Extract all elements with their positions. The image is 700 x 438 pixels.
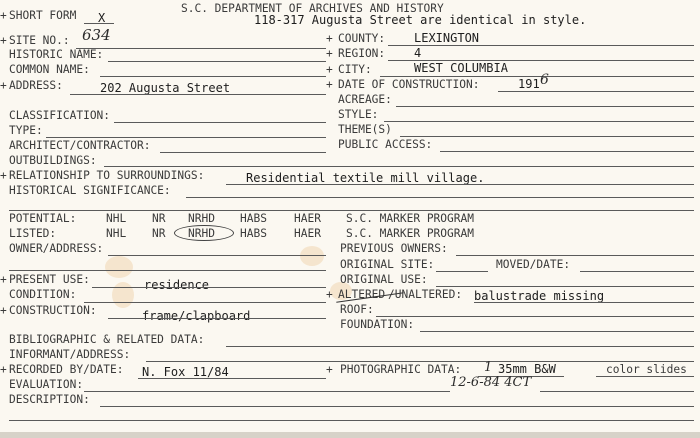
evaluation-line-right xyxy=(540,391,694,392)
bullet: + xyxy=(326,288,333,301)
region-label: REGION: xyxy=(338,47,386,60)
recorded-by-value: N. Fox 11/84 xyxy=(142,365,229,379)
bullet: + xyxy=(326,78,333,91)
listed-nr: NR xyxy=(152,227,166,240)
site-no-label: SITE NO.: xyxy=(9,34,70,47)
city-value: WEST COLUMBIA xyxy=(414,61,508,75)
marker-program-potential: S.C. MARKER PROGRAM xyxy=(346,212,474,225)
short-form-mark: X xyxy=(98,11,106,25)
original-site-label: ORIGINAL SITE: xyxy=(340,258,435,271)
evaluation-label: EVALUATION: xyxy=(9,378,84,391)
roof-line xyxy=(376,316,694,317)
bullet: + xyxy=(326,47,333,60)
potential-haer: HAER xyxy=(294,212,321,225)
previous-owners-label: PREVIOUS OWNERS: xyxy=(340,242,448,255)
potential-nr: NR xyxy=(152,212,166,225)
card-bottom-edge xyxy=(0,432,700,438)
bullet: + xyxy=(0,34,7,47)
roof-label: ROOF: xyxy=(340,303,374,316)
bullet: + xyxy=(326,32,333,45)
present-use-value: residence xyxy=(144,278,210,292)
date-construction-line xyxy=(498,91,694,92)
construction-label: CONSTRUCTION: xyxy=(9,304,97,317)
common-name-label: COMMON NAME: xyxy=(9,63,90,76)
owner-address-label: OWNER/ADDRESS: xyxy=(9,242,104,255)
outbuildings-label: OUTBUILDINGS: xyxy=(9,154,97,167)
historic-name-label: HISTORIC NAME: xyxy=(9,48,104,61)
date-construction-value: 191 xyxy=(518,77,540,91)
stain xyxy=(112,282,134,308)
recorded-by-line xyxy=(138,378,326,379)
bullet: + xyxy=(326,363,333,376)
style-line xyxy=(384,121,694,122)
relationship-value: Residential textile mill village. xyxy=(246,171,485,185)
type-line xyxy=(46,137,326,138)
classification-line xyxy=(114,122,326,123)
condition-label: CONDITION: xyxy=(9,288,77,301)
type-label: TYPE: xyxy=(9,124,43,137)
bullet: + xyxy=(0,273,7,286)
public-access-label: PUBLIC ACCESS: xyxy=(338,138,433,151)
construction-line xyxy=(108,318,326,319)
stain xyxy=(300,246,324,266)
marker-program-listed: S.C. MARKER PROGRAM xyxy=(346,227,474,240)
address-label: ADDRESS: xyxy=(9,79,63,92)
address-line xyxy=(70,94,326,95)
relationship-line xyxy=(226,184,694,185)
original-use-line xyxy=(436,286,694,287)
short-form-label: SHORT FORM xyxy=(9,9,77,22)
architect-line xyxy=(160,152,326,153)
nrhd-circle-mark xyxy=(174,225,234,241)
altered-value: balustrade missing xyxy=(474,289,605,303)
altered-line xyxy=(474,302,694,303)
listed-haer: HAER xyxy=(294,227,321,240)
city-label: CITY: xyxy=(338,63,372,76)
bullet: + xyxy=(0,79,7,92)
blank-line xyxy=(9,420,694,421)
original-use-label: ORIGINAL USE: xyxy=(340,273,428,286)
historical-significance-label: HISTORICAL SIGNIFICANCE: xyxy=(9,184,171,197)
region-value: 4 xyxy=(414,46,422,60)
previous-owners-line xyxy=(456,255,694,256)
description-line xyxy=(100,406,694,407)
photographic-line-2 xyxy=(596,376,694,377)
unaltered-label: /UNALTERED: xyxy=(388,288,463,301)
address-value: 202 Augusta Street xyxy=(100,81,231,95)
potential-nrhd: NRHD xyxy=(188,212,215,225)
informant-line xyxy=(146,361,694,362)
style-label: STYLE: xyxy=(338,108,379,121)
bullet: + xyxy=(0,9,7,22)
dept-title: S.C. DEPARTMENT OF ARCHIVES AND HISTORY xyxy=(181,2,444,15)
header-note: 118-317 Augusta Street are identical in style. xyxy=(254,13,587,27)
construction-value: frame/clapboard xyxy=(142,309,251,323)
photographic-count: 1 xyxy=(484,360,493,375)
themes-line xyxy=(400,136,694,137)
bullet: + xyxy=(326,63,333,76)
bibliographic-line xyxy=(226,346,694,347)
listed-nhl: NHL xyxy=(106,227,127,240)
architect-label: ARCHITECT/CONTRACTOR: xyxy=(9,139,151,152)
altered-label: ALTERED xyxy=(338,288,386,301)
bullet: + xyxy=(0,169,7,182)
blank-line xyxy=(9,210,694,211)
foundation-line xyxy=(420,331,694,332)
county-line xyxy=(388,45,694,46)
themes-label: THEME(S) xyxy=(338,123,392,136)
acreage-label: ACREAGE: xyxy=(338,93,392,106)
recorded-by-label: RECORDED BY/DATE: xyxy=(9,363,124,376)
photographic-handwritten-note: 12-6-84 4CT xyxy=(450,375,532,390)
condition-line xyxy=(84,302,326,303)
evaluation-line xyxy=(84,391,450,392)
bibliographic-label: BIBLIOGRAPHIC & RELATED DATA: xyxy=(9,333,205,346)
historical-significance-line xyxy=(186,197,694,198)
classification-label: CLASSIFICATION: xyxy=(9,109,111,122)
photographic-label: PHOTOGRAPHIC DATA: xyxy=(340,363,462,376)
relationship-label: RELATIONSHIP TO SURROUNDINGS: xyxy=(9,169,205,182)
date-construction-label: DATE OF CONSTRUCTION: xyxy=(338,78,480,91)
photographic-bw: 35mm B&W xyxy=(498,362,556,376)
stain xyxy=(105,256,133,278)
listed-nrhd: NRHD xyxy=(188,227,215,240)
original-site-line xyxy=(436,271,488,272)
blank-line xyxy=(9,270,326,271)
present-use-label: PRESENT USE: xyxy=(9,273,90,286)
moved-date-label: MOVED/DATE: xyxy=(496,258,571,271)
description-label: DESCRIPTION: xyxy=(9,393,90,406)
owner-address-line xyxy=(108,255,326,256)
photographic-color: color slides xyxy=(606,363,687,376)
listed-label: LISTED: xyxy=(9,227,57,240)
potential-nhl: NHL xyxy=(106,212,127,225)
listed-habs: HABS xyxy=(240,227,267,240)
bullet: + xyxy=(0,304,7,317)
site-no-value: 634 xyxy=(82,26,111,44)
county-label: COUNTY: xyxy=(338,32,386,45)
foundation-label: FOUNDATION: xyxy=(340,318,415,331)
common-name-line xyxy=(100,76,326,77)
county-value: LEXINGTON xyxy=(414,31,480,45)
public-access-line xyxy=(440,151,694,152)
potential-label: POTENTIAL: xyxy=(9,212,77,225)
moved-date-line xyxy=(580,271,694,272)
informant-label: INFORMANT/ADDRESS: xyxy=(9,348,131,361)
date-construction-handwritten: 6 xyxy=(540,72,549,88)
site-no-line xyxy=(76,48,326,49)
outbuildings-line xyxy=(104,166,694,167)
acreage-line xyxy=(396,106,694,107)
bullet: + xyxy=(0,363,7,376)
potential-habs: HABS xyxy=(240,212,267,225)
present-use-line xyxy=(92,287,326,288)
historic-name-line xyxy=(108,61,326,62)
